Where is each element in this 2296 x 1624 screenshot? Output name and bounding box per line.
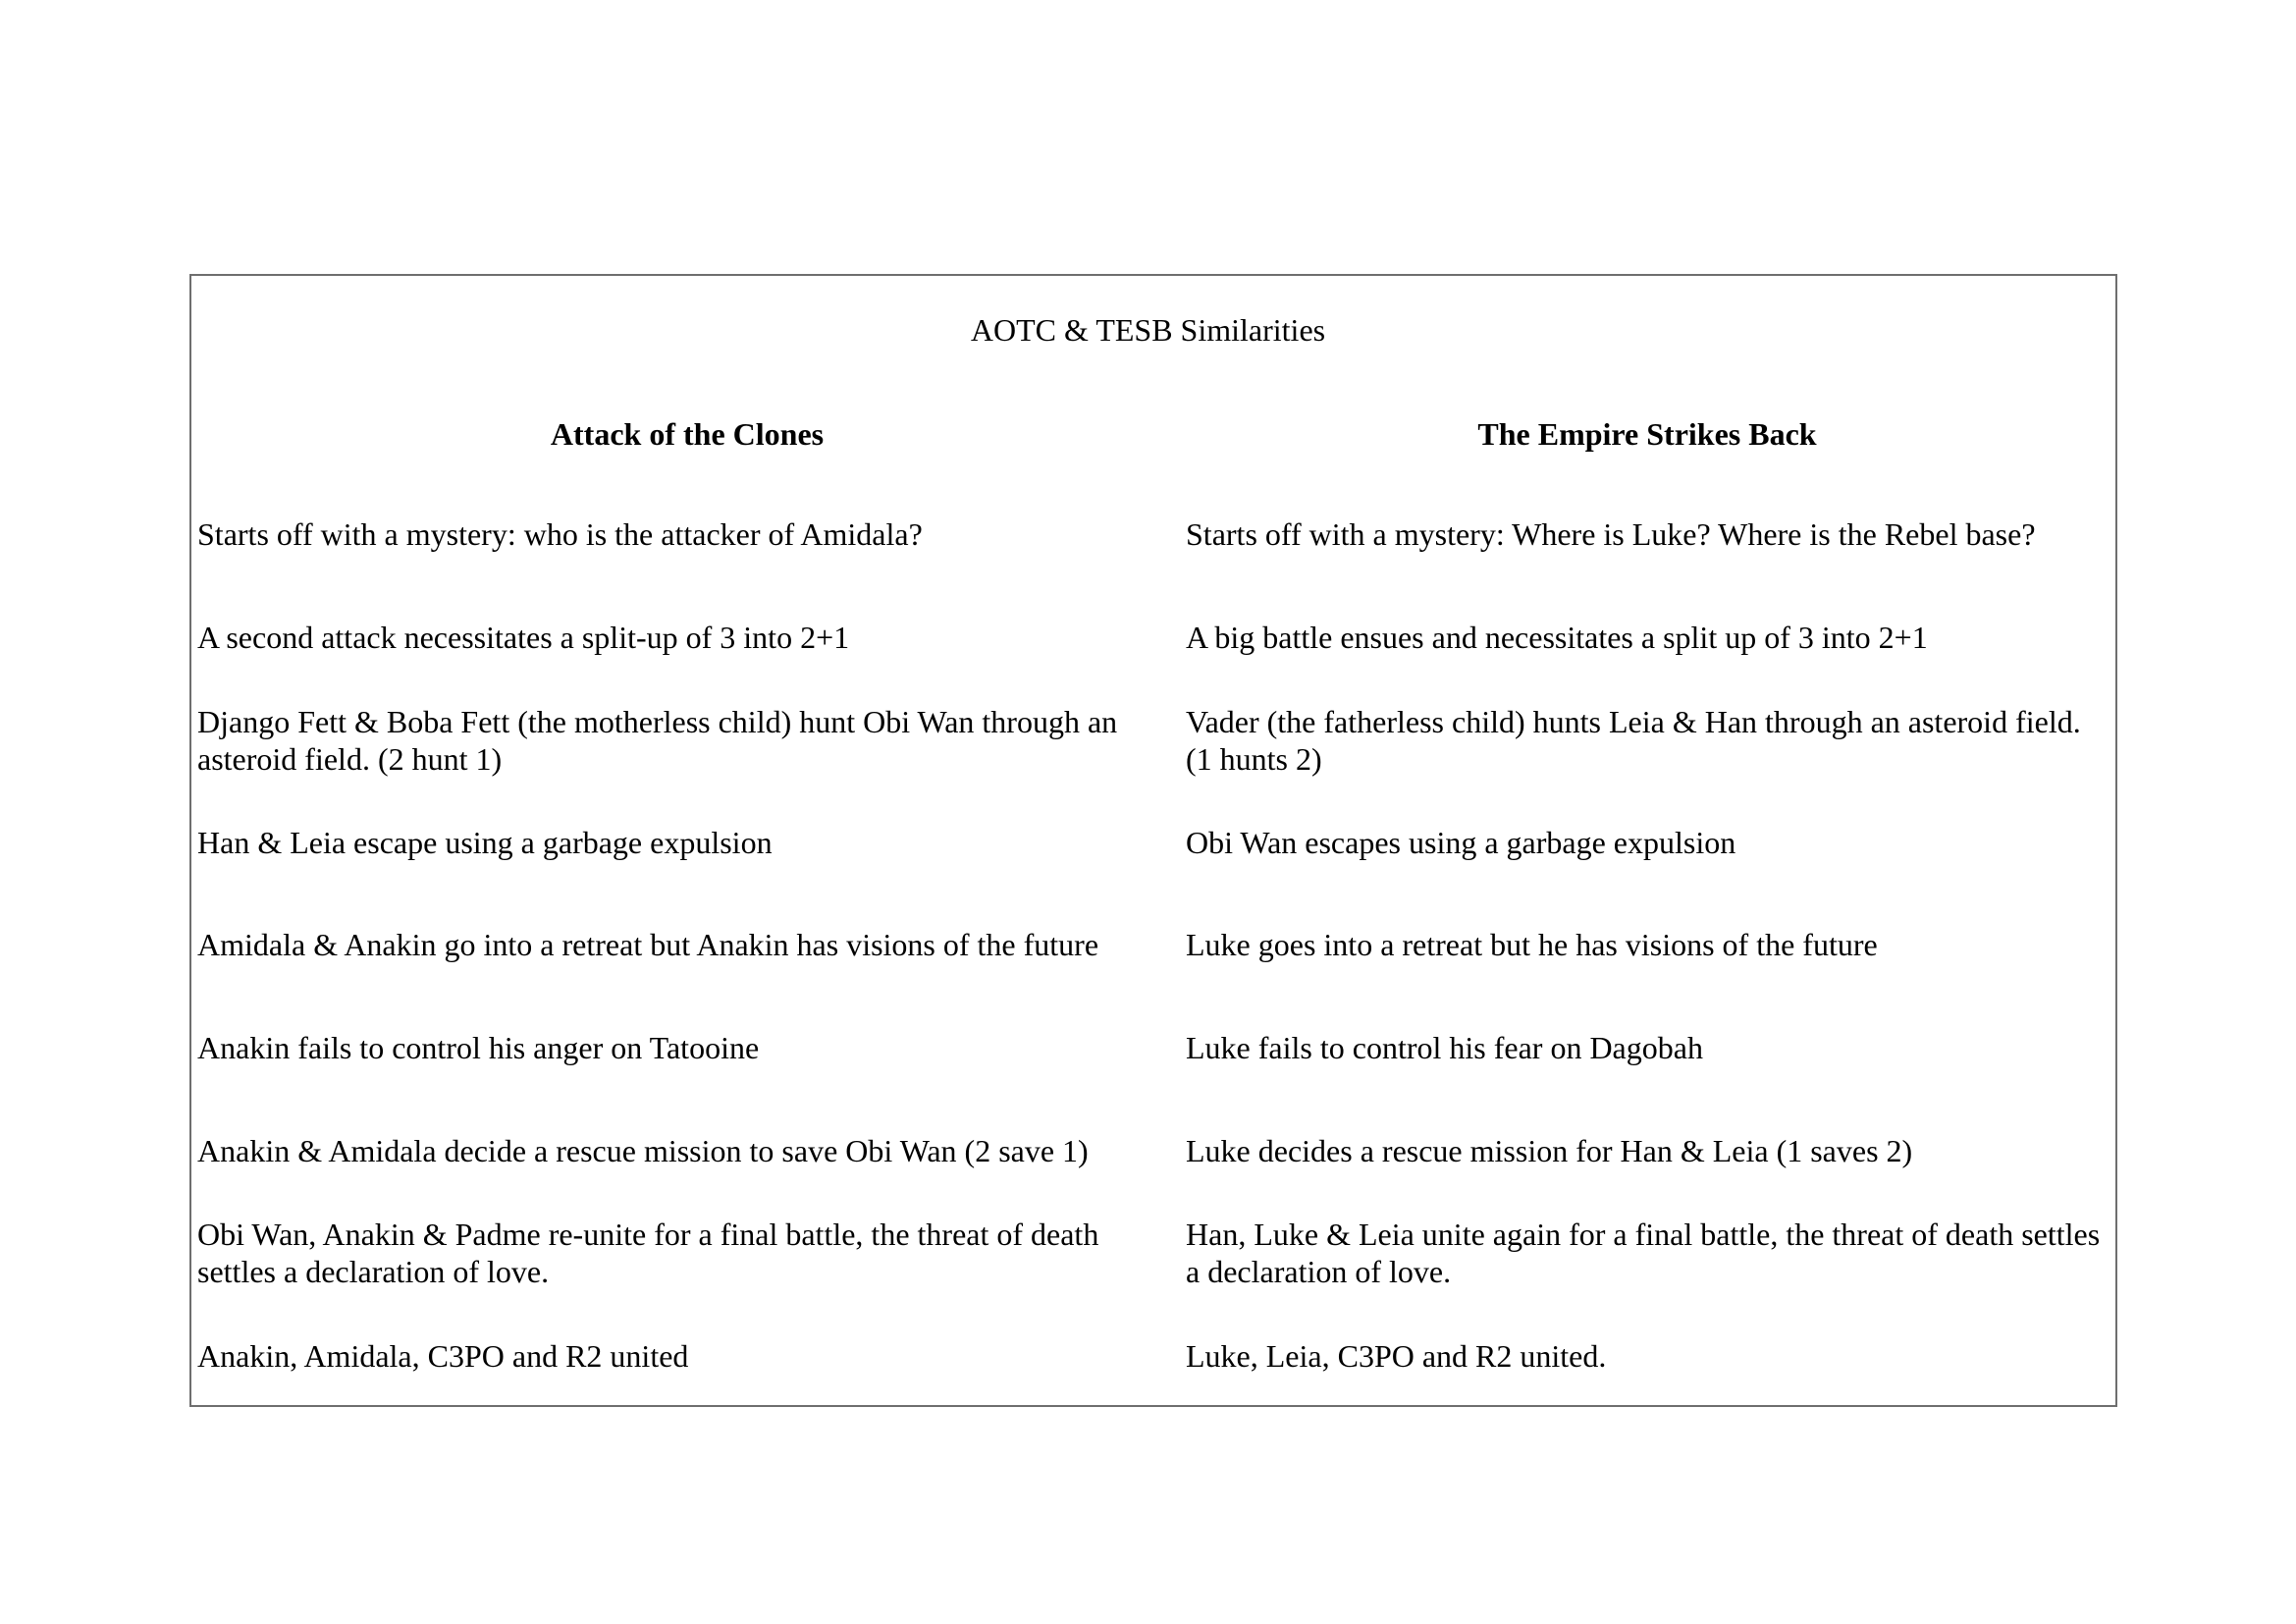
row-5-aotc-cell: Amidala & Anakin go into a retreat but Anakin has visions of the future [197, 927, 1099, 962]
column-header-empire-strikes-back: The Empire Strikes Back [1477, 416, 1817, 452]
row-2-aotc-cell: A second attack necessitates a split-up of 3 into 2+1 [197, 620, 850, 655]
row-4-tesb-cell: Obi Wan escapes using a garbage expulsion [1186, 825, 1736, 860]
row-8-aotc-cell: Obi Wan, Anakin & Padme re-unite for a final battle, the threat of death settles a declaration of love. [197, 1217, 1099, 1289]
row-2-tesb-cell: A big battle ensues and necessitates a split up of 3 into 2+1 [1186, 620, 1928, 655]
row-6-aotc-cell: Anakin fails to control his anger on Tatooine [197, 1030, 760, 1065]
document-title: AOTC & TESB Similarities [970, 312, 1326, 348]
row-8-tesb-cell: Han, Luke & Leia unite again for a final battle, the threat of death settles a declaration of love. [1186, 1217, 2101, 1289]
column-header-attack-of-the-clones: Attack of the Clones [550, 416, 825, 452]
row-9-aotc-cell: Anakin, Amidala, C3PO and R2 united [197, 1338, 689, 1374]
row-3-aotc-cell: Django Fett & Boba Fett (the motherless child) hunt Obi Wan through an asteroid field. (2 hunt 1) [197, 704, 1118, 777]
row-7-tesb-cell: Luke decides a rescue mission for Han & Leia (1 saves 2) [1186, 1133, 1913, 1168]
row-5-tesb-cell: Luke goes into a retreat but he has visions of the future [1186, 927, 1878, 962]
row-3-tesb-cell: Vader (the fatherless child) hunts Leia & Han through an asteroid field. (1 hunts 2) [1186, 704, 2081, 777]
row-1-tesb-cell: Starts off with a mystery: Where is Luke? Where is the Rebel base? [1186, 516, 2036, 552]
row-9-tesb-cell: Luke, Leia, C3PO and R2 united. [1186, 1338, 1607, 1374]
row-1-aotc-cell: Starts off with a mystery: who is the attacker of Amidala? [197, 516, 923, 552]
row-4-aotc-cell: Han & Leia escape using a garbage expulsion [197, 825, 773, 860]
row-7-aotc-cell: Anakin & Amidala decide a rescue mission to save Obi Wan (2 save 1) [197, 1133, 1089, 1168]
row-6-tesb-cell: Luke fails to control his fear on Dagobah [1186, 1030, 1703, 1065]
